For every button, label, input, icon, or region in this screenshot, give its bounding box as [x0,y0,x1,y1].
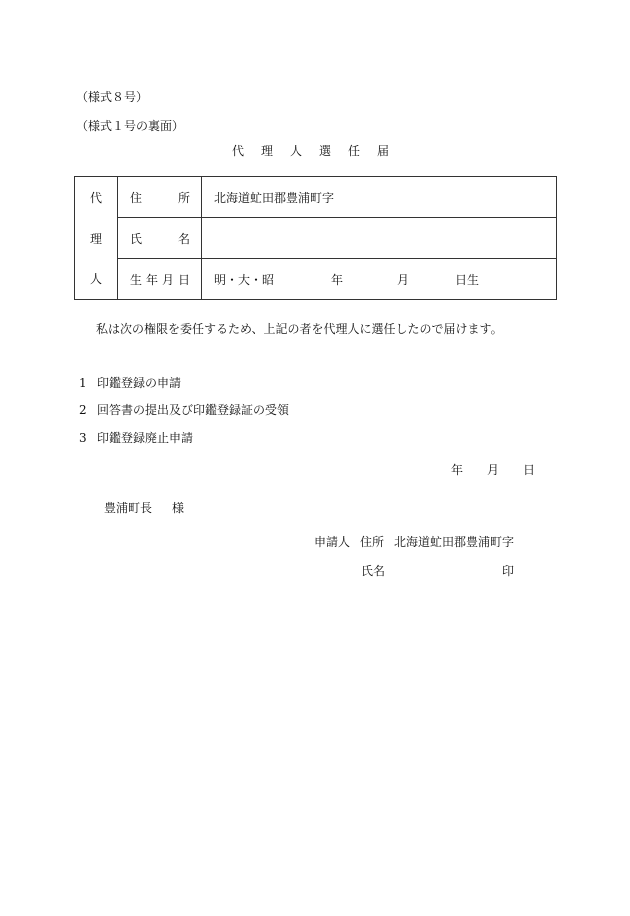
submission-date: 年 月 日 [451,463,536,477]
side-label-char: 理 [75,218,118,259]
list-item: 1 印鑑登録の申請 [79,376,182,390]
applicant-label: 申請人 [314,535,351,549]
side-label-char: 代 [75,177,118,218]
table-row [75,218,557,259]
name-label: 氏名 [118,218,202,259]
applicant-address-value: 北海道虻田郡豊浦町字 [394,535,515,549]
addressee: 豊浦町長 様 [104,501,185,515]
seal-mark: 印 [502,564,515,578]
applicant-name-label: 氏名 [361,564,386,578]
side-label-char: 人 [75,259,118,300]
document-title: 代理人選任届 [232,144,407,158]
applicant-address-label: 住所 [360,535,385,549]
month-unit: 月 [397,272,410,287]
day-unit: 日生 [455,272,480,287]
year-unit: 年 [331,272,344,287]
list-item: 3 印鑑登録廃止申請 [79,431,194,445]
table-row [75,177,557,218]
delegation-statement: 私は次の権限を委任するため、上記の者を代理人に選任したので届けます。 [96,322,503,336]
form-number: （様式８号） [76,90,149,104]
address-value[interactable]: 北海道虻田郡豊浦町字 [202,177,557,218]
birthdate-label: 生年月日 [118,259,202,300]
table-row [75,259,557,300]
era-options: 明・大・昭 [214,272,275,287]
list-item: 2 回答書の提出及び印鑑登録証の受領 [79,403,290,417]
applicant-address [314,536,514,548]
agent-table [74,176,557,300]
name-value[interactable] [202,218,557,259]
address-label: 住所 [118,177,202,218]
applicant-name-line [361,565,514,577]
birthdate-value[interactable] [202,259,557,300]
form-number-back: （様式１号の裏面） [76,119,185,133]
